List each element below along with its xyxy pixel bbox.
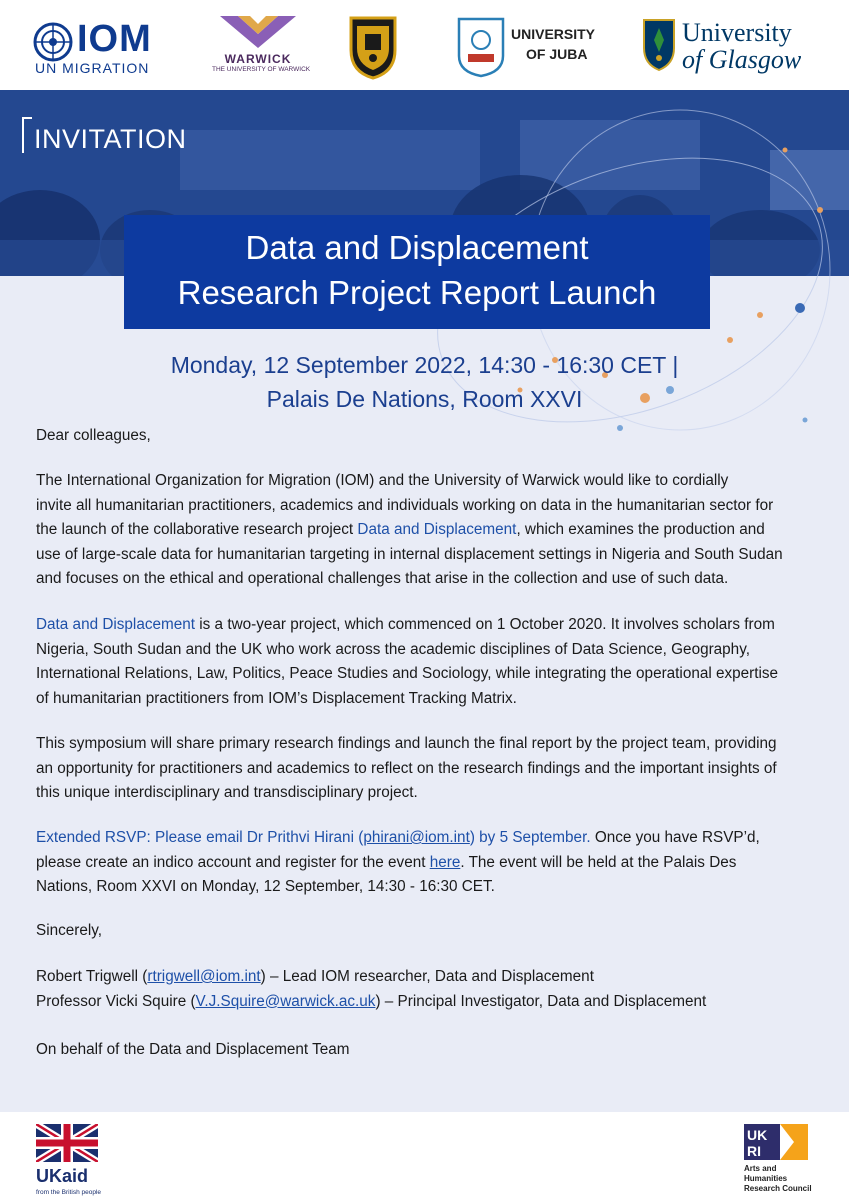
iom-logo [33, 18, 168, 78]
project-name-highlight: Data and Displacement [357, 521, 517, 539]
rsvp-text: please create an indico account and register for the event [36, 853, 430, 871]
ukaid-logo [36, 1124, 100, 1196]
project-line: Nigeria, South Sudan and the UK who work across the academic disciplines of Data Science, Geography, [36, 640, 750, 658]
intro-line [36, 518, 813, 543]
rsvp-text: Once you have RSVP’d, [590, 829, 760, 846]
warwick-logo [212, 14, 311, 78]
intro-text: the launch of the collaborative research project [36, 521, 358, 539]
event-venue: Palais De Nations, Room XXVI [266, 386, 583, 412]
symposium-line: This symposium will share primary research findings and launch the final report by the project team, providing [36, 735, 777, 752]
university-of-juba-logo [456, 16, 610, 80]
register-here-link[interactable]: here [429, 853, 461, 871]
closing [36, 919, 813, 944]
event-title-line1: Data and Displacement [245, 229, 589, 266]
squire-email-link[interactable]: V.J.Squire@warwick.ac.uk [195, 992, 376, 1010]
paragraph-intro [36, 469, 813, 592]
warwick-wordmark: WARWICK [224, 52, 292, 66]
invitation-label: INVITATION [34, 124, 187, 154]
signature-text: ) – Lead IOM researcher, Data and Displacement [260, 968, 594, 985]
rsvp-text: ) by 5 September. [469, 829, 591, 846]
project-line: International Relations, Law, Politics, Peace Studies and Sociology, while integrating the operational expertise [36, 665, 779, 683]
intro-line: use of large-scale data for humanitarian targeting in internal displacement settings in Nigeria and South Sudan [36, 545, 783, 563]
signature-line [36, 965, 813, 990]
juba-wordmark-line1: UNIVERSITY [511, 26, 596, 42]
symposium-line: an opportunity for practitioners and academics to reflect on the research findings and the important insights of [36, 759, 777, 777]
event-title-line2: Research Project Report Launch [177, 274, 657, 311]
rsvp-text: Extended RSVP: Please email Dr Prithvi Hirani ( [36, 829, 364, 846]
iom-subtitle: UN MIGRATION [35, 60, 150, 76]
rsvp-line: Nations, Room XXVI on Monday, 12 September, 14:30 - 16:30 CET. [36, 878, 495, 896]
paragraph-symposium [36, 732, 813, 806]
signature-text: Professor Vicki Squire ( [36, 992, 196, 1010]
signature-line [36, 990, 813, 1015]
signature-text: Robert Trigwell ( [36, 968, 148, 985]
ukri-mark-icon [744, 1124, 810, 1162]
ukri-council-line3: Research Council [744, 1184, 812, 1193]
glasgow-shield-icon [642, 18, 676, 72]
warwick-mark-icon [218, 14, 298, 50]
rsvp-line [36, 851, 813, 876]
rsvp-email-link[interactable]: phirani@iom.int [363, 829, 470, 846]
intro-line: The International Organization for Migration (IOM) and the University of Warwick would like to cordially [36, 472, 729, 489]
iom-wordmark: IOM [77, 18, 152, 60]
ukri-council-line1: Arts and [744, 1164, 777, 1173]
intro-line: and focuses on the ethical and operational challenges that arise in the collection and use of such data. [36, 570, 729, 588]
greeting [36, 424, 813, 449]
behalf-text: On behalf of the Data and Displacement Team [36, 1041, 350, 1058]
ukaid-wordmark: UKaid [36, 1166, 89, 1186]
university-of-glasgow-logo [642, 18, 812, 78]
invitation-bracket-decoration [22, 117, 32, 153]
behalf-line [36, 1038, 813, 1063]
greeting-text: Dear colleagues, [36, 427, 151, 444]
intro-line: invite all humanitarian practitioners, academics and individuals working on data in the humanitarian sector for [36, 496, 774, 514]
warwick-subtitle: THE UNIVERSITY OF WARWICK [212, 66, 311, 73]
union-flag-icon [36, 1124, 98, 1162]
project-line: of humanitarian practitioners from IOM’s Displacement Tracking Matrix. [36, 689, 517, 707]
rsvp-text: . The event will be held at the Palais Des [460, 853, 737, 871]
paragraph-project [36, 613, 813, 711]
project-line [36, 613, 813, 638]
symposium-line: this unique interdisciplinary and transdisciplinary project. [36, 784, 418, 802]
juba-wordmark-line2: OF JUBA [526, 46, 588, 62]
intro-text: , which examines the production and [516, 521, 765, 539]
project-text: is a two-year project, which commenced on 1 October 2020. It involves scholars from [195, 616, 775, 633]
svg-text:RI: RI [747, 1143, 761, 1159]
closing-text: Sincerely, [36, 922, 103, 939]
signature-text: ) – Principal Investigator, Data and Displacement [375, 992, 707, 1010]
event-date-time: Monday, 12 September 2022, 14:30 - 16:30 CET | [170, 352, 679, 378]
trigwell-email-link[interactable]: rtrigwell@iom.int [147, 968, 261, 985]
paragraph-rsvp [36, 826, 813, 900]
ukri-council-line2: Humanities [744, 1174, 788, 1183]
project-name-highlight: Data and Displacement [36, 616, 196, 633]
glasgow-wordmark-line1: University [682, 18, 792, 47]
ukaid-tagline: from the British people [36, 1189, 102, 1196]
juba-seal-icon [456, 16, 506, 78]
signatures [36, 965, 813, 1014]
svg-text:UK: UK [747, 1127, 768, 1143]
header-logo-strip [0, 0, 849, 90]
university-crest-logo [347, 14, 399, 80]
un-globe-icon [33, 22, 73, 62]
glasgow-wordmark-line2: of Glasgow [682, 45, 802, 74]
crest-shield-icon [347, 14, 399, 80]
footer-logo-strip [0, 1112, 849, 1200]
rsvp-line [36, 826, 813, 851]
event-title-box [124, 215, 710, 329]
ukri-ahrc-logo [744, 1124, 824, 1196]
